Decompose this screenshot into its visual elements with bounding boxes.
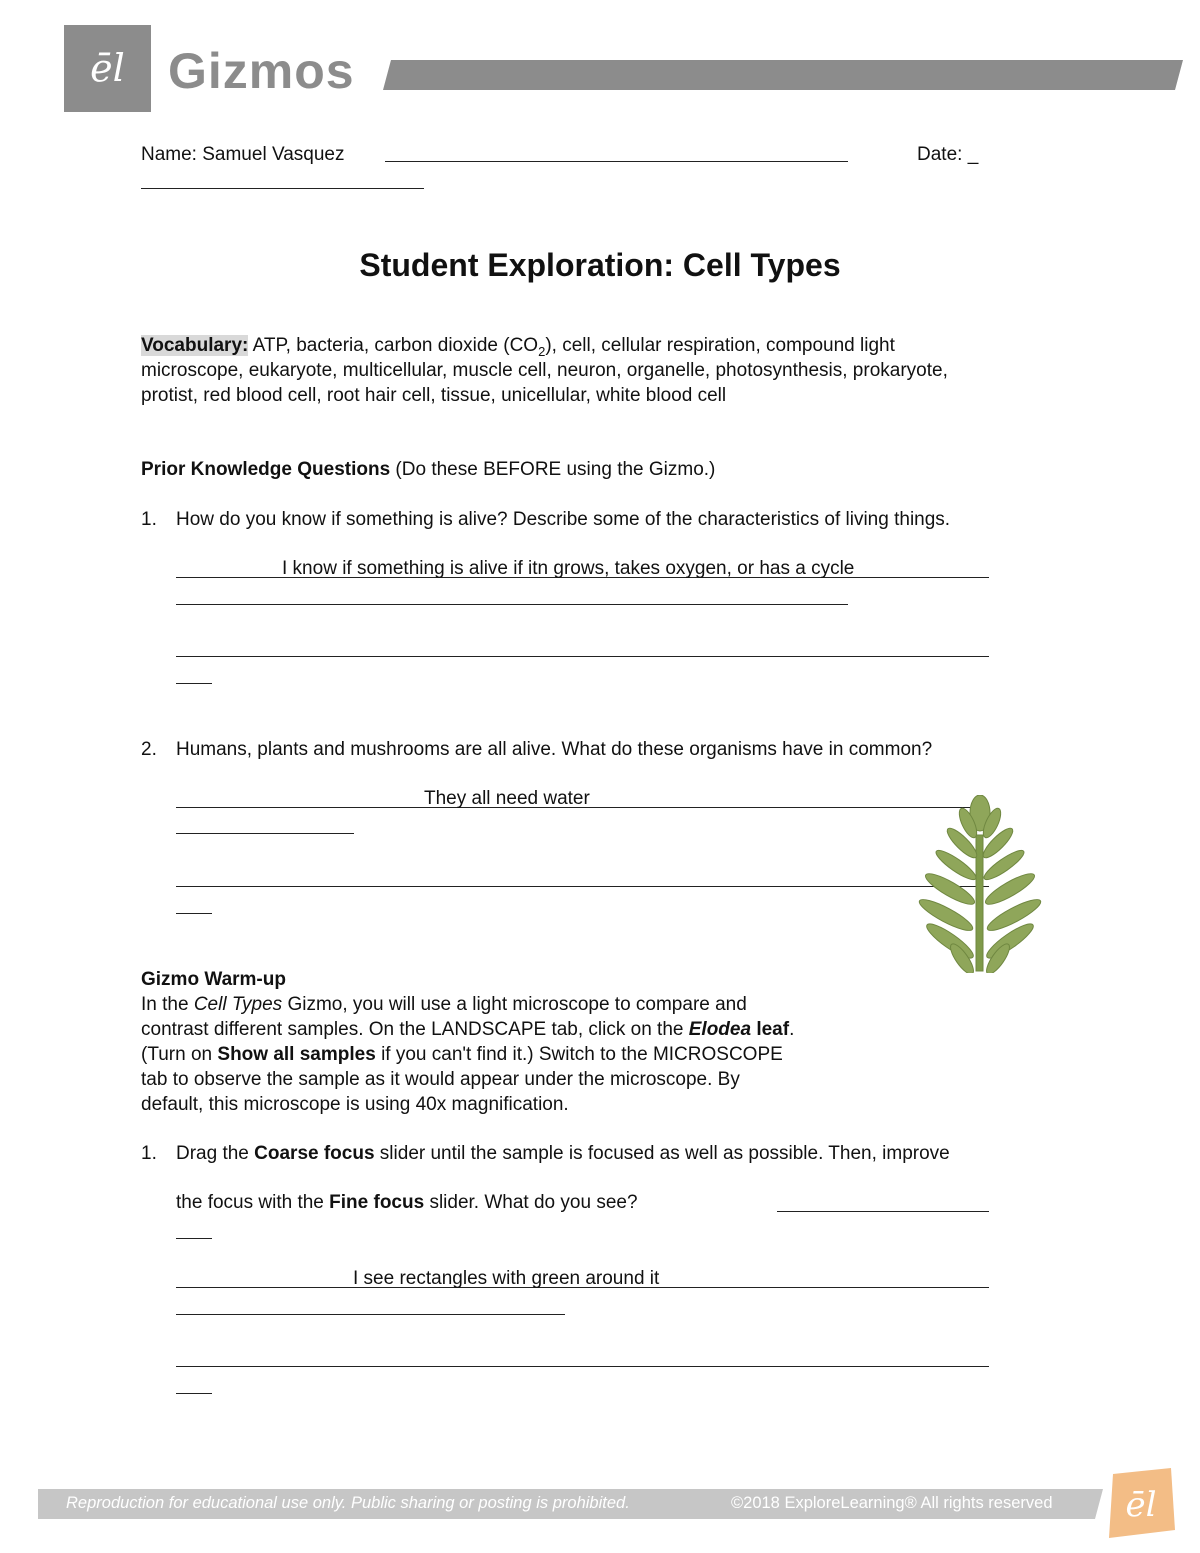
- name-label: Name: Samuel Vasquez: [141, 144, 345, 165]
- prior-knowledge-heading: [141, 458, 715, 482]
- warmup-text: Gizmo, you will use a light microscope to compare and: [282, 994, 747, 1015]
- show-all-samples-term: Show all samples: [217, 1044, 376, 1065]
- header-bar: [383, 60, 1183, 90]
- warmup-question-1-line-2: [176, 1191, 638, 1215]
- question-text: slider until the sample is focused as well as possible. Then, improve: [374, 1143, 950, 1164]
- warmup-text: contrast different samples. On the LANDSCAPE tab, click on the: [141, 1019, 689, 1040]
- gizmo-name: Cell Types: [193, 994, 283, 1015]
- footer-copyright: ©2018 ExploreLearning® All rights reserved: [731, 1494, 1053, 1512]
- fine-focus-term: Fine focus: [329, 1192, 425, 1213]
- vocabulary-text: ATP, bacteria, carbon dioxide (CO: [248, 335, 539, 356]
- vocabulary-text: ), cell, cellular respiration, compound light: [545, 335, 895, 356]
- prior-knowledge-note: (Do these BEFORE using the Gizmo.): [390, 459, 716, 480]
- explorelearning-logo: [64, 25, 151, 112]
- answer-1-text: I know if something is alive if itn grows, takes oxygen, or has a cycle: [282, 558, 855, 579]
- logo-glyph: ēl: [90, 46, 125, 90]
- coarse-focus-term: Coarse focus: [254, 1143, 375, 1164]
- answer-blank[interactable]: [176, 1238, 212, 1239]
- answer-blank[interactable]: [176, 656, 989, 657]
- co2-subscript: 2: [538, 343, 546, 359]
- warmup-text: (Turn on: [141, 1044, 218, 1065]
- explorelearning-footer-logo: [1105, 1468, 1175, 1538]
- warmup-heading: Gizmo Warm-up: [141, 969, 286, 990]
- elodea-plant-image: [912, 795, 1052, 973]
- date-label: Date: _: [917, 144, 979, 165]
- question-number: 1.: [141, 1143, 157, 1164]
- answer-blank[interactable]: [176, 833, 354, 834]
- answer-blank[interactable]: [777, 1211, 989, 1212]
- footer-disclaimer: Reproduction for educational use only. Public sharing or posting is prohibited.: [66, 1494, 630, 1512]
- question-text: Drag the: [176, 1143, 255, 1164]
- warmup-paragraph-line: [141, 1018, 794, 1042]
- warmup-paragraph-line: tab to observe the sample as it would appear under the microscope. By: [141, 1069, 740, 1090]
- answer-blank[interactable]: [176, 683, 212, 684]
- warmup-paragraph-line: [141, 993, 747, 1017]
- answer-blank[interactable]: [176, 1366, 989, 1367]
- warmup-answer-1-text: I see rectangles with green around it: [353, 1268, 660, 1289]
- leaf-term: leaf: [751, 1019, 790, 1040]
- question-number: 1.: [141, 509, 157, 530]
- footer-logo-glyph: ēl: [1125, 1485, 1157, 1525]
- answer-blank[interactable]: [176, 604, 848, 605]
- vocabulary-line-3: protist, red blood cell, root hair cell, tissue, unicellular, white blood cell: [141, 385, 727, 406]
- question-number: 2.: [141, 739, 157, 760]
- warmup-text: .: [789, 1019, 795, 1040]
- brand-title: Gizmos: [168, 43, 355, 99]
- answer-blank[interactable]: [176, 1314, 565, 1315]
- warmup-paragraph-line: [141, 1043, 783, 1067]
- warmup-text: if you can't find it.) Switch to the MICROSCOPE: [375, 1044, 783, 1065]
- vocabulary-label: Vocabulary:: [141, 335, 249, 356]
- question-text: slider. What do you see?: [424, 1192, 638, 1213]
- page-title: Student Exploration: Cell Types: [359, 247, 841, 283]
- date-blank[interactable]: [141, 188, 424, 189]
- answer-2-text: They all need water: [424, 788, 590, 809]
- prior-knowledge-title: Prior Knowledge Questions: [141, 459, 391, 480]
- warmup-question-1-line-1: [176, 1142, 950, 1166]
- warmup-paragraph-line: default, this microscope is using 40x magnification.: [141, 1094, 569, 1115]
- vocabulary-line-2: microscope, eukaryote, multicellular, muscle cell, neuron, organelle, photosynthesis, prokaryote,: [141, 360, 948, 381]
- elodea-term: Elodea: [688, 1019, 752, 1040]
- answer-blank[interactable]: [176, 1393, 212, 1394]
- answer-blank[interactable]: [176, 886, 989, 887]
- question-2-text: Humans, plants and mushrooms are all alive. What do these organisms have in common?: [176, 739, 933, 760]
- question-text: the focus with the: [176, 1192, 330, 1213]
- answer-blank[interactable]: [176, 913, 212, 914]
- warmup-text: In the: [141, 994, 194, 1015]
- question-1-text: How do you know if something is alive? Describe some of the characteristics of living things.: [176, 509, 951, 530]
- name-blank[interactable]: [385, 161, 848, 162]
